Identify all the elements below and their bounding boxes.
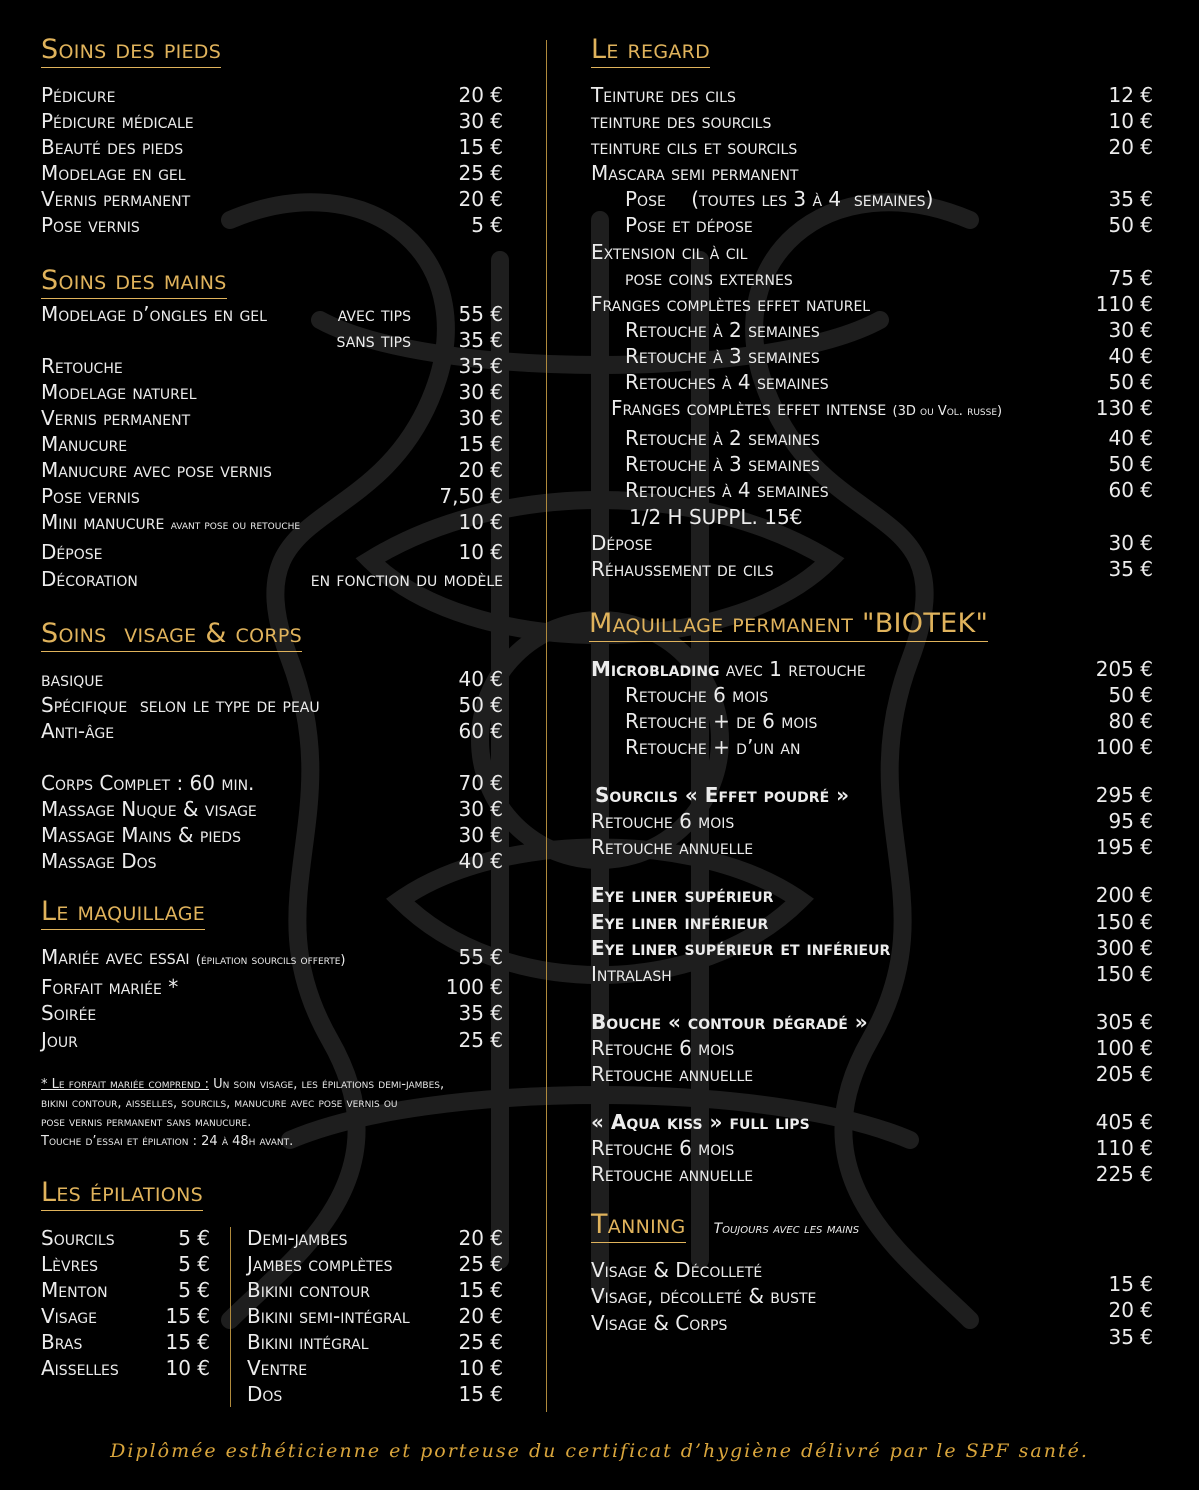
left-column (41, 34, 503, 1407)
price-row: Teinture des cils 12 € (591, 83, 1153, 107)
price-row: Bouche « contour dégradé » 305 € (591, 1009, 1153, 1034)
price-row: Intralash 150 € (591, 961, 1153, 986)
column-divider (546, 40, 547, 1412)
section-title: Le regard (591, 34, 710, 68)
price-row: 1/2 H SUPPL. 15€ (629, 504, 803, 529)
section-soins-visage-corps (41, 618, 503, 875)
price-row: Décoration en fonction du modèle (41, 566, 503, 591)
section-tanning (591, 1209, 1153, 1349)
price-row: basique 40 € (41, 666, 503, 691)
price-row: Dépose 30 € (591, 530, 1153, 555)
price-row: Pose vernis 7,50 € (41, 484, 503, 509)
price-row: Retouche + de 6 mois 80 € (625, 708, 1153, 733)
price-row: Soirée 35 € (41, 1001, 503, 1026)
price-row: Beauté des pieds 15 € (41, 135, 503, 160)
price-row: Pédicure médicale 30 € (41, 109, 503, 134)
price-row: Jour 25 € (41, 1027, 503, 1052)
price-row: teinture des sourcils 10 € (591, 109, 1153, 134)
section-title: Les épilations (41, 1177, 203, 1211)
price-row: Bikini semi-intégral 20 € (247, 1303, 503, 1328)
price-row: sans tips 35 € (336, 327, 503, 352)
price-row: Menton 5 € (41, 1277, 210, 1302)
price-row: Massage Dos 40 € (41, 849, 503, 874)
price-row: Dépose 10 € (41, 540, 503, 565)
price-row: Lèvres 5 € (41, 1251, 210, 1276)
tanning-label: Visage & Décolleté (591, 1258, 763, 1283)
price-row: Réhaussement de cils 35 € (591, 556, 1153, 581)
price-row: Massage Mains & pieds 30 € (41, 823, 503, 848)
price-row: Mini manucure avant pose ou retouche 10 € (41, 510, 503, 535)
price-row: Modelage en gel 25 € (41, 161, 503, 186)
forfait-note: * Le forfait mariée comprend : Un soin visage, les épilations demi-jambes, bikini contour, aisselles, sourcils, manucure avec pose vernis ou pose vernis permanent sans manucure. Touche d’essai et épilation : 24 à 48h avant. (41, 1076, 445, 1149)
section-title: Maquillage permanent "BIOTEK" (589, 608, 988, 642)
price-row: Microblading avec 1 retouche 205 € (591, 656, 1153, 681)
section-title: Tanning (591, 1209, 686, 1243)
price-row: Pédicure 20 € (41, 83, 503, 107)
price-row: Extension cil à cil (591, 239, 748, 264)
price-row: Vernis permanent 20 € (41, 187, 503, 212)
price-row: Retouche à 3 semaines 40 € (625, 343, 1153, 368)
price-row: Vernis permanent 30 € (41, 405, 503, 430)
tanning-label: Visage, décolleté & buste (591, 1284, 817, 1309)
price-row: pose coins externes 75 € (625, 265, 1153, 290)
section-title: Le maquillage (41, 896, 205, 930)
section-soins-pieds (41, 34, 503, 239)
section-soins-mains (41, 265, 503, 592)
section-title: Soins visage & corps (41, 618, 302, 652)
section-epilations (41, 1177, 503, 1408)
price-row: Retouche annuelle 225 € (591, 1162, 1153, 1187)
price-row: Pose vernis 5 € (41, 213, 503, 238)
price-row: Retouche annuelle 205 € (591, 1062, 1153, 1086)
price-row: Massage Nuque & visage 30 € (41, 796, 503, 821)
price-row: Visage 15 € (41, 1303, 210, 1328)
tanning-label: Visage & Corps (591, 1310, 728, 1335)
price-row: Corps Complet : 60 min. 70 € (41, 770, 503, 795)
section-maquillage (41, 896, 503, 1150)
price-row: Mascara semi permanent (591, 161, 799, 186)
section-regard (591, 34, 1153, 582)
footer-certification: Diplômée esthéticienne et porteuse du certificat d’hygiène délivré par le SPF santé. (110, 1440, 1089, 1462)
price-row: « Aqua kiss » full lips 405 € (591, 1110, 1153, 1135)
price-row: Bras 15 € (41, 1330, 210, 1354)
price-row: Sourcils 5 € (41, 1225, 210, 1250)
price-row: Bikini intégral 25 € (247, 1330, 503, 1354)
price-row: Jambes complètes 25 € (247, 1251, 503, 1276)
price-row: Retouche à 3 semaines 50 € (625, 452, 1153, 477)
price-row: Mariée avec essai (épilation sourcils offerte) 55 € (41, 945, 503, 970)
price-row: Aisselles 10 € (41, 1356, 210, 1381)
price-row: teinture cils et sourcils 20 € (591, 135, 1153, 160)
price-row: Eye liner supérieur et inférieur 300 € (591, 935, 1153, 960)
price-row: Retouche annuelle 195 € (591, 835, 1153, 860)
price-row: Eye liner inférieur 150 € (591, 909, 1153, 934)
price-row: Sourcils « Effet poudré » 295 € (595, 783, 1153, 808)
price-row: Modelage naturel 30 € (41, 379, 503, 404)
price-row: Pose et dépose 50 € (625, 213, 1153, 238)
price-row: Retouche 6 mois 100 € (591, 1035, 1153, 1060)
section-title: Soins des pieds (41, 34, 221, 68)
epilations-col-2 (247, 1225, 503, 1408)
section-maquillage-permanent (591, 608, 1153, 1188)
price-row: Forfait mariée * 100 € (41, 975, 503, 1000)
price-row: Pose (toutes les 3 à 4 semaines) 35 € (625, 187, 1153, 212)
right-column (591, 34, 1153, 1350)
tanning-subtitle: Toujours avec les mains (713, 1221, 860, 1238)
price-row: Retouche + d’un an 100 € (625, 735, 1153, 760)
epilations-col-1 (41, 1225, 230, 1408)
price-row: Retouche 6 mois 95 € (591, 809, 1153, 834)
price-row: Anti-âge 60 € (41, 718, 503, 743)
price-row: Retouche 6 mois 50 € (625, 682, 1153, 707)
price-row: Retouche 6 mois 110 € (591, 1136, 1153, 1161)
section-title: Soins des mains (41, 265, 227, 299)
price-row: Retouches à 4 semaines 50 € (625, 370, 1153, 395)
price-row: Bikini contour 15 € (247, 1277, 503, 1302)
price-row: Franges complètes effet intense (3D ou Vol. russe) 130 € (611, 396, 1153, 421)
price-row: Demi-jambes 20 € (247, 1225, 503, 1250)
tanning-price: 15 € (1108, 1272, 1153, 1297)
price-row: Manucure 15 € (41, 432, 503, 457)
price-row: Manucure avec pose vernis 20 € (41, 458, 503, 483)
price-row: Modelage d’ongles en gel avec tips 55 € (41, 301, 503, 326)
epilations-separator (230, 1227, 231, 1408)
tanning-prices (1108, 1257, 1153, 1349)
price-row: Retouches à 4 semaines 60 € (625, 478, 1153, 503)
price-row: Spécifique selon le type de peau 50 € (41, 692, 503, 717)
price-row: Ventre 10 € (247, 1356, 503, 1381)
price-row: Dos 15 € (247, 1382, 503, 1407)
tanning-labels (591, 1257, 816, 1349)
price-row: Retouche 35 € (41, 353, 503, 378)
price-row: Eye liner supérieur 200 € (591, 883, 1153, 908)
tanning-price: 20 € (1108, 1298, 1153, 1323)
price-row: Retouche à 2 semaines 40 € (625, 426, 1153, 451)
tanning-price: 35 € (1108, 1324, 1153, 1349)
price-row: Franges complètes effet naturel 110 € (591, 291, 1153, 316)
price-row: Retouche à 2 semaines 30 € (625, 317, 1153, 342)
